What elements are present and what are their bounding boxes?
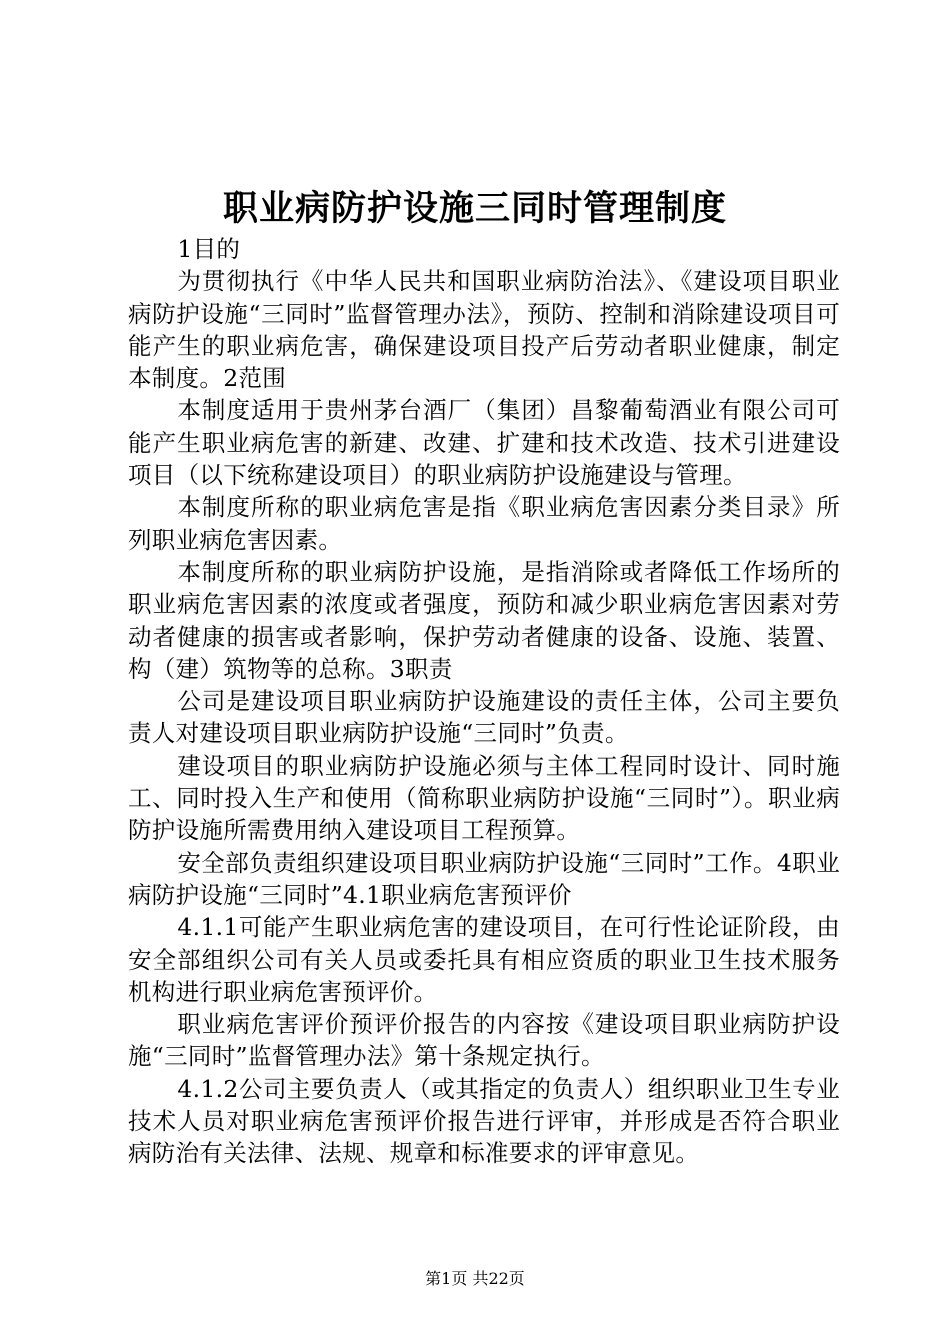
paragraph: 4.1.1可能产生职业病危害的建设项目，在可行性论证阶段，由安全部组织公司有关人员或委托具有相应资质的职业卫生技术服务机构进行职业病危害预评价。 [128, 913, 840, 1006]
paragraph: 安全部负责组织建设项目职业病防护设施“三同时”工作。4职业病防护设施“三同时”4.1职业病危害预评价 [128, 848, 840, 909]
section-heading-purpose: 1目的 [177, 235, 241, 263]
paragraph: 职业病危害评价预评价报告的内容按《建设项目职业病防护设施“三同时”监督管理办法》第十条规定执行。 [128, 1010, 840, 1071]
paragraph: 本制度所称的职业病防护设施，是指消除或者降低工作场所的职业病危害因素的浓度或者强度，预防和减少职业病危害因素对劳动者健康的损害或者影响，保护劳动者健康的设备、设施、装置、构（建）筑物等的总称。3职责 [128, 557, 840, 683]
paragraph: 为贯彻执行《中华人民共和国职业病防治法》、《建设项目职业病防护设施“三同时”监督管理办法》，预防、控制和消除建设项目可能产生的职业病危害，确保建设项目投产后劳动者职业健康，制定本制度。2范围 [128, 267, 840, 393]
paragraph: 本制度适用于贵州茅台酒厂（集团）昌黎葡萄酒业有限公司可能产生职业病危害的新建、改建、扩建和技术改造、技术引进建设项目（以下统称建设项目）的职业病防护设施建设与管理。 [128, 396, 840, 490]
paragraph: 建设项目的职业病防护设施必须与主体工程同时设计、同时施工、同时投入生产和使用（简称职业病防护设施“三同时”）。职业病防护设施所需费用纳入建设项目工程预算。 [128, 751, 840, 845]
document-body [128, 233, 840, 1170]
document-title: 职业病防护设施三同时管理制度 [222, 189, 727, 229]
paragraph: 4.1.2公司主要负责人（或其指定的负责人）组织职业卫生专业技术人员对职业病危害预评价报告进行评审，并形成是否符合职业病防治有关法律、法规、规章和标准要求的评审意见。 [128, 1074, 840, 1168]
paragraph: 本制度所称的职业病危害是指《职业病危害因素分类目录》所列职业病危害因素。 [128, 493, 840, 554]
page-number-footer: 第1页 共22页 [425, 1269, 525, 1288]
paragraph: 公司是建设项目职业病防护设施建设的责任主体，公司主要负责人对建设项目职业病防护设施“三同时”负责。 [128, 687, 840, 748]
